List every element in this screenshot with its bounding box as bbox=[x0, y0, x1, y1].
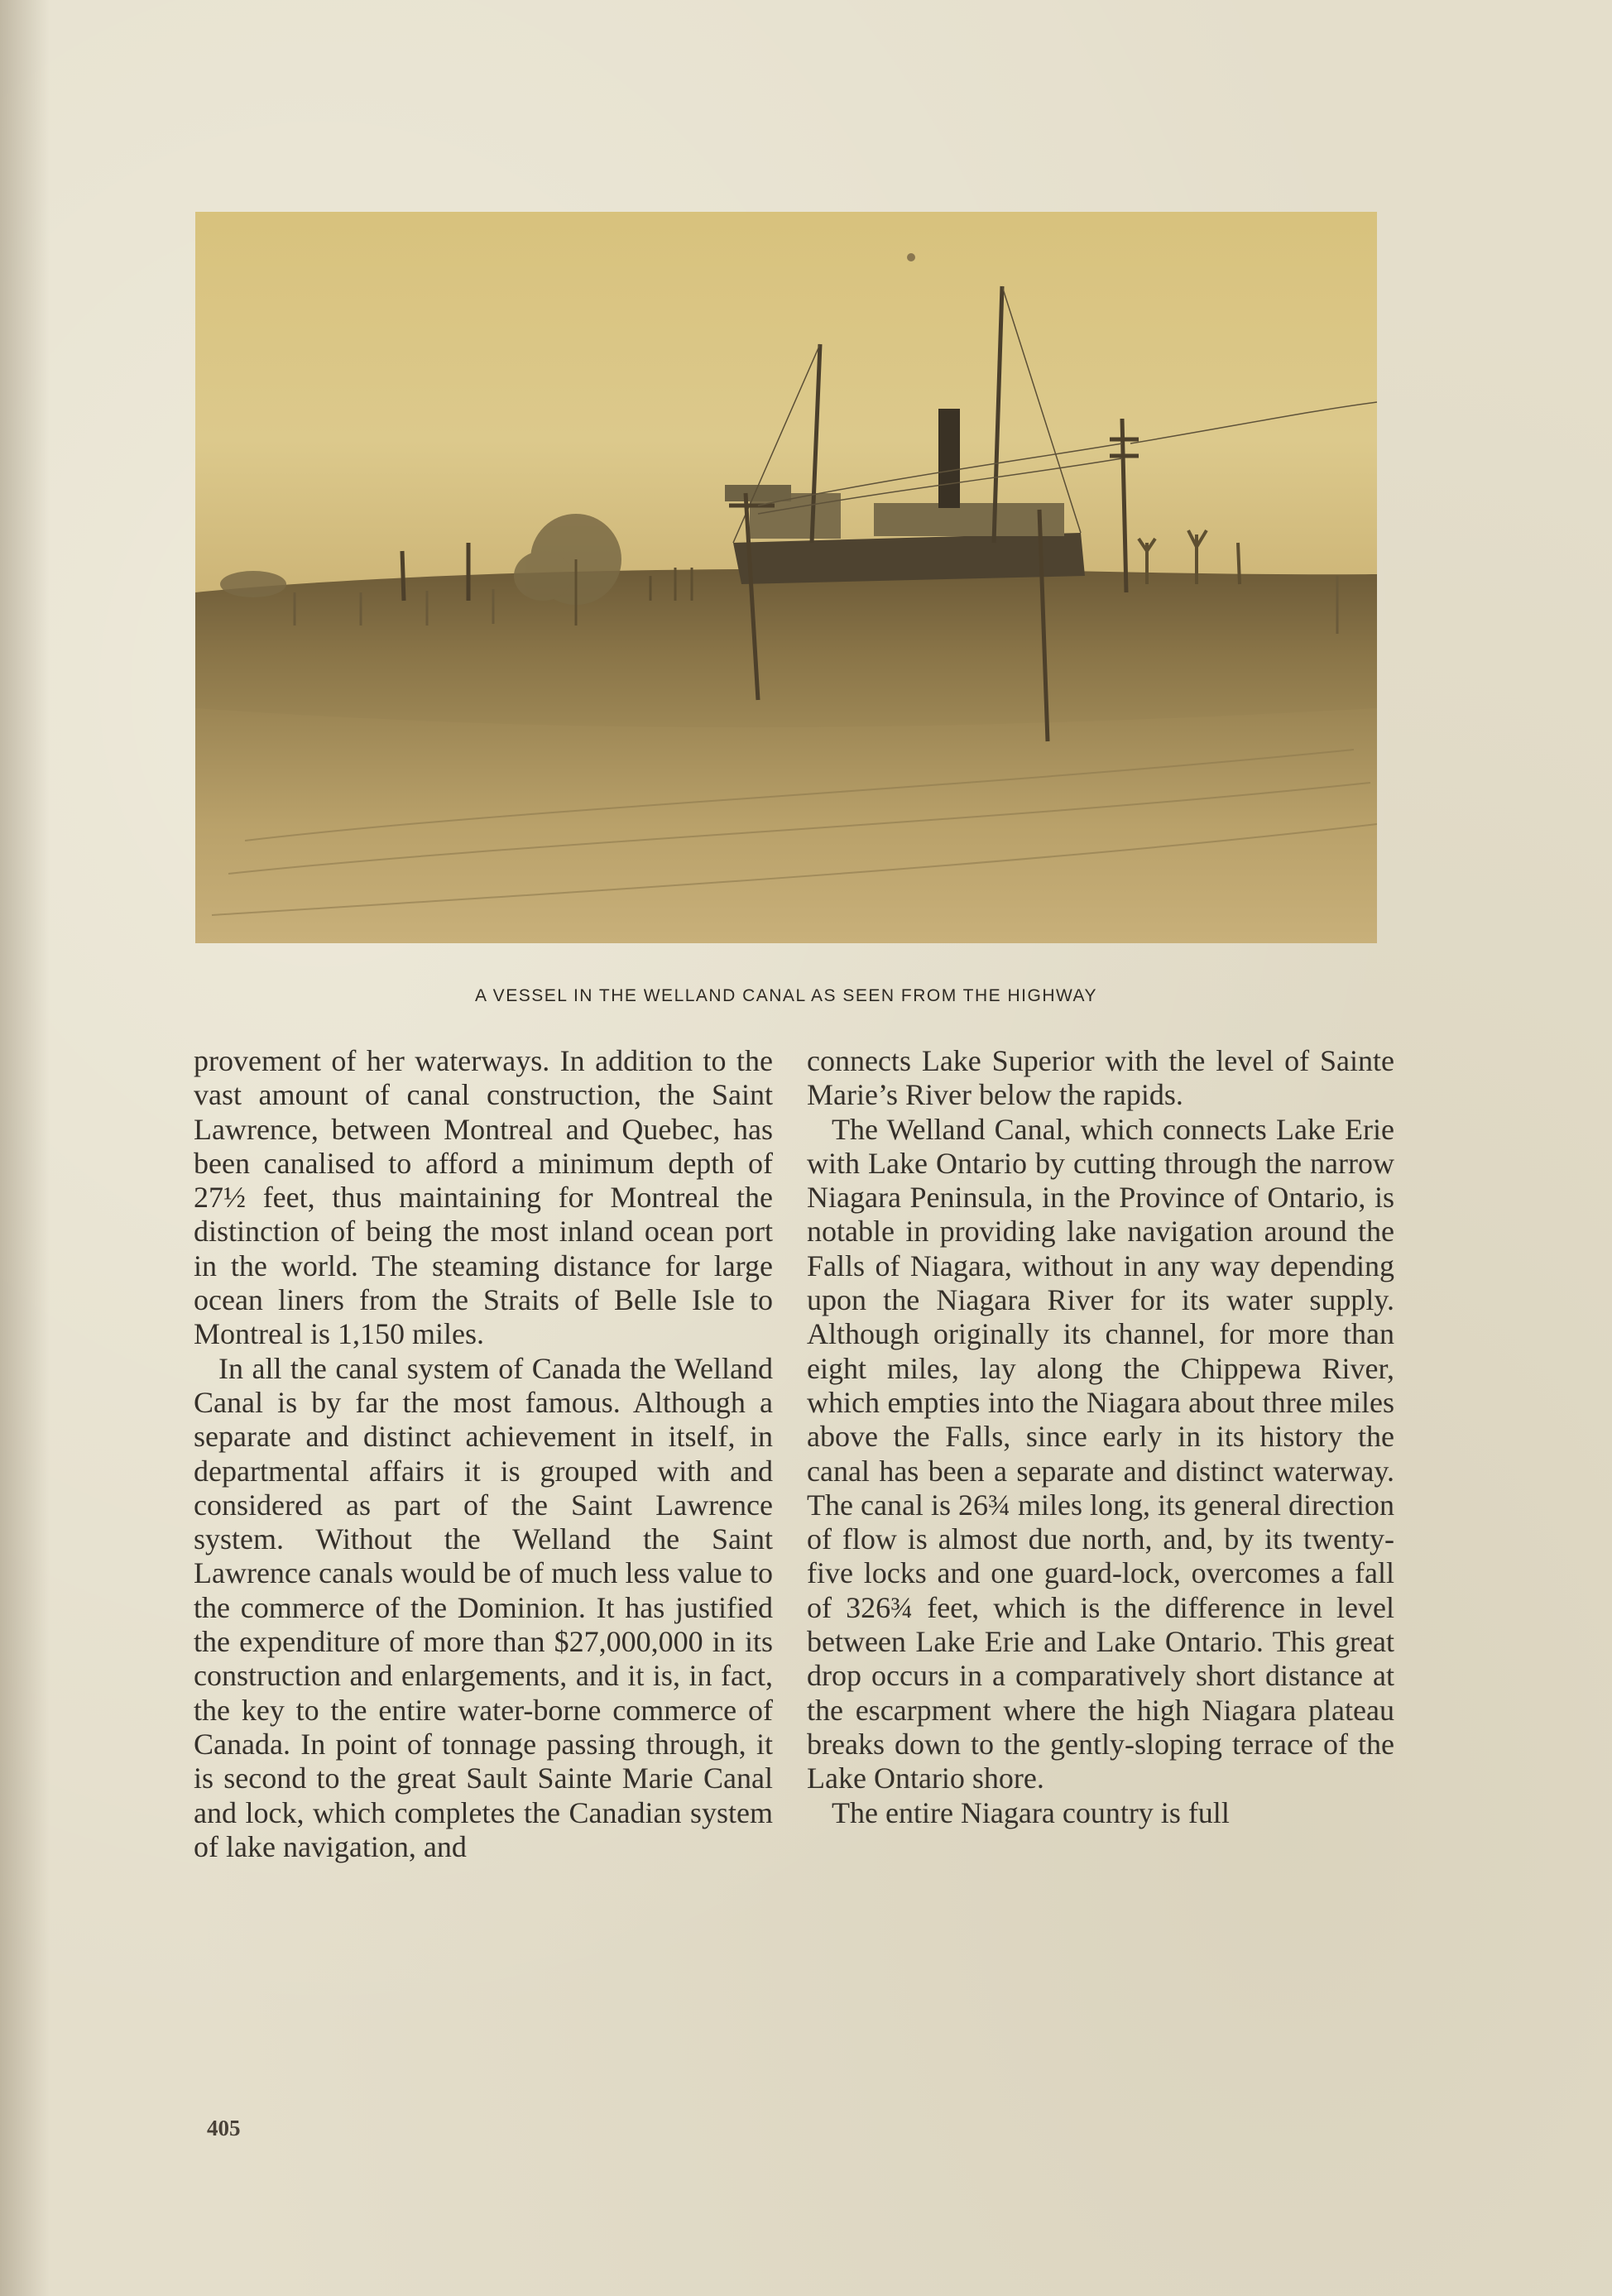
paragraph: The entire Niagara country is full bbox=[832, 1795, 1230, 1829]
photo-caption: A VESSEL IN THE WELLAND CANAL AS SEEN FROM THE HIGHWAY bbox=[475, 986, 1097, 1005]
paragraph: provement of her waterways. In addition to the vast amount of canal construction, the Saint Lawrence, between Montreal and Quebec, has been canalised to afford a minimum depth of 27½ feet, thus maintaining for Montreal the distinction of being the most inland ocean port in the world. The steaming distance for large ocean liners from the Straits of Belle Isle to Montreal is 1,150 miles. bbox=[194, 1044, 773, 1351]
paragraph: connects Lake Superior with the level of Sainte Marie’s River below the rapids. bbox=[807, 1044, 1394, 1112]
paragraph: The Welland Canal, which connects Lake Erie with Lake Ontario by cutting through the narrow Niagara Peninsula, in the Province of Ontario, is notable in providing lake navigation around the Falls of Niagara, without in any way depending upon the Niagara River for its water supply. Although originally its channel, for more than eight miles, lay along the Chippewa River, which empties into the Niagara about three miles above the Falls, since early in its history the canal has been a separate and distinct waterway. The canal is 26¾ miles long, its general direction of flow is almost due north, and, by its twenty-five locks and one guard-lock, overcomes a fall of 326¾ feet, which is the difference in level between Lake Erie and Lake Ontario. This great drop occurs in a comparatively short distance at the escarpment where the high Niagara plateau breaks down to the gently-sloping terrace of the Lake Ontario shore. bbox=[807, 1112, 1394, 1795]
page-number: 405 bbox=[207, 2116, 241, 2140]
photograph bbox=[195, 212, 1377, 943]
paragraph: In all the canal system of Canada the Welland Canal is by far the most famous. Although a separate and distinct achievement in itself, in departmental affairs it is grouped with and considered as part of the Saint Lawrence system. Without the Welland the Saint Lawrence canals would be of much less value to the commerce of the Dominion. It has justified the expenditure of more than $27,000,000 in its construction and enlargements, and it is, in fact, the key to the entire water-borne commerce of Canada. In point of tonnage passing through, it is second to the great Sault Sainte Marie Canal and lock, which completes the Canadian system of lake navigation, and bbox=[194, 1351, 773, 1863]
binding-shadow bbox=[0, 0, 50, 2296]
left-column bbox=[194, 1044, 773, 1864]
right-column bbox=[807, 1044, 1394, 1830]
